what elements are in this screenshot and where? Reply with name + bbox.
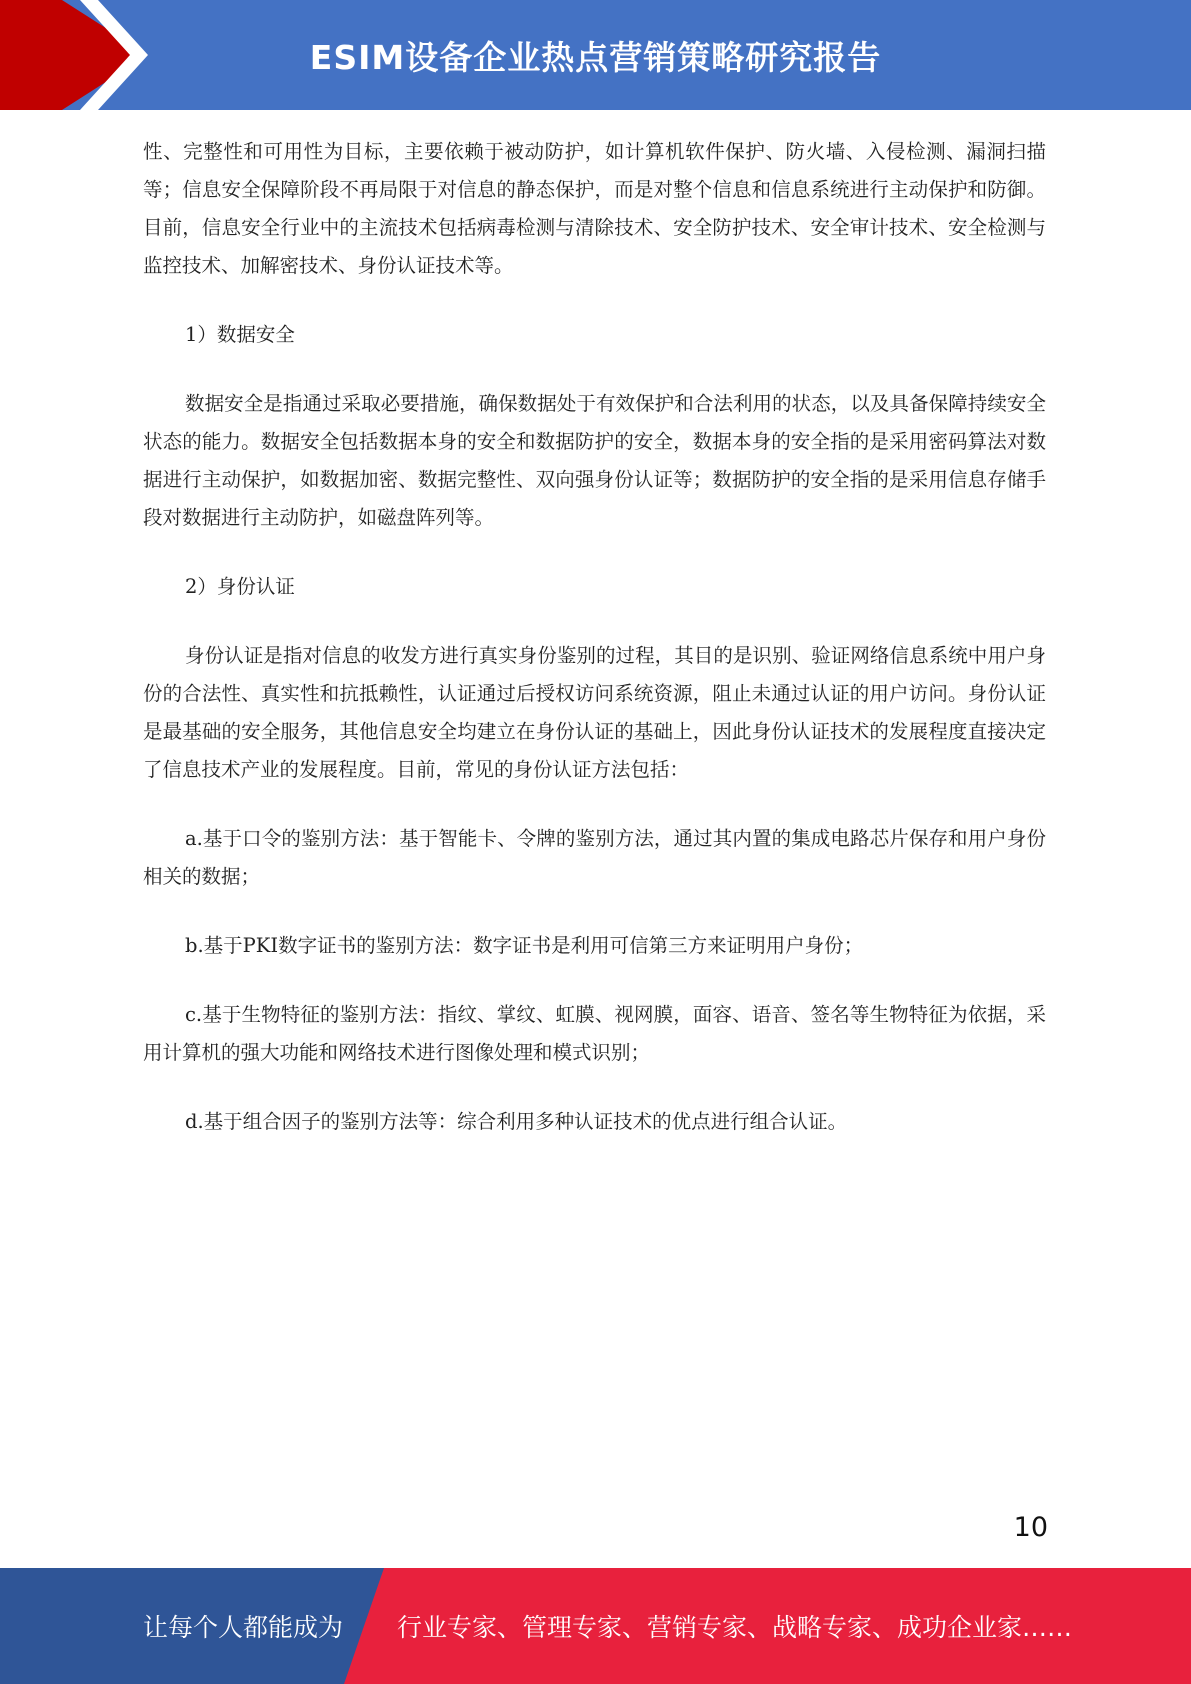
section-heading-identity-auth: 2）身份认证	[185, 575, 295, 598]
list-item-c: c.基于生物特征的鉴别方法：指纹、掌纹、虹膜、视网膜，面容、语音、签名等生物特征为依据，采用计算机的强大功能和网络技术进行图像处理和模式识别；	[143, 1003, 1046, 1064]
footer-slogan-left: 让每个人都能成为	[143, 1613, 344, 1642]
document-body	[143, 133, 1046, 1172]
report-title: ESIM设备企业热点营销策略研究报告	[309, 37, 882, 77]
list-item-b: b.基于PKI数字证书的鉴别方法：数字证书是利用可信第三方来证明用户身份；	[185, 934, 864, 957]
footer-slogan-right: 行业专家、管理专家、营销专家、战略专家、成功企业家……	[397, 1613, 1073, 1642]
page-footer	[0, 1568, 1191, 1684]
body-paragraph: 数据安全是指通过采取必要措施，确保数据处于有效保护和合法利用的状态，以及具备保障持续安全状态的能力。数据安全包括数据本身的安全和数据防护的安全，数据本身的安全指的是采用密码算法对数据进行主动保护，如数据加密、数据完整性、双向强身份认证等；数据防护的安全指的是采用信息存储手段对数据进行主动防护，如磁盘阵列等。	[143, 392, 1046, 529]
section-heading-data-security: 1）数据安全	[185, 323, 295, 346]
body-paragraph: 性、完整性和可用性为目标，主要依赖于被动防护，如计算机软件保护、防火墙、入侵检测、漏洞扫描等；信息安全保障阶段不再局限于对信息的静态保护，而是对整个信息和信息系统进行主动保护和防御。目前，信息安全行业中的主流技术包括病毒检测与清除技术、安全防护技术、安全审计技术、安全检测与监控技术、加解密技术、身份认证技术等。	[143, 140, 1046, 277]
list-item-d: d.基于组合因子的鉴别方法等：综合利用多种认证技术的优点进行组合认证。	[185, 1110, 848, 1133]
page-header	[0, 0, 1191, 110]
page-number: 10	[1013, 1512, 1048, 1543]
body-paragraph: 身份认证是指对信息的收发方进行真实身份鉴别的过程，其目的是识别、验证网络信息系统中用户身份的合法性、真实性和抗抵赖性，认证通过后授权访问系统资源，阻止未通过认证的用户访问。身份认证是最基础的安全服务，其他信息安全均建立在身份认证的基础上，因此身份认证技术的发展程度直接决定了信息技术产业的发展程度。目前，常见的身份认证方法包括：	[143, 644, 1046, 781]
list-item-a: a.基于口令的鉴别方法：基于智能卡、令牌的鉴别方法，通过其内置的集成电路芯片保存和用户身份相关的数据；	[143, 827, 1046, 888]
